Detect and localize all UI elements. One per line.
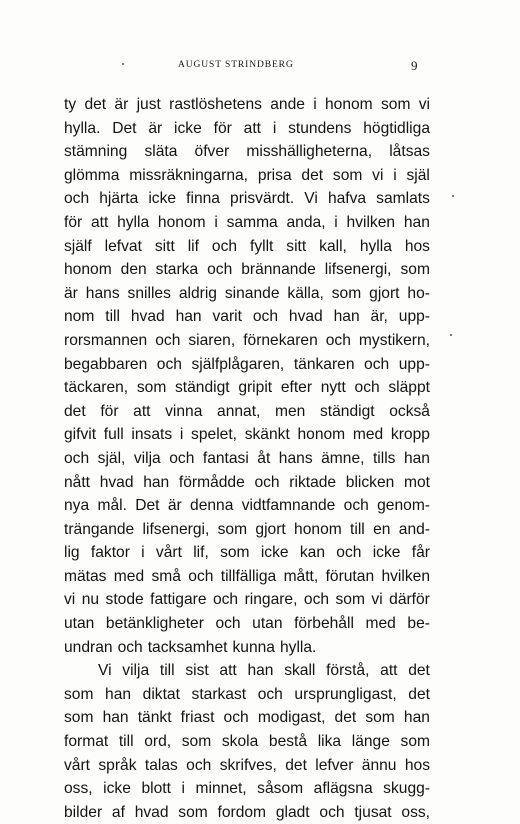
text-line: lig faktor i vårt lif, som icke kan och icke får: [64, 544, 430, 562]
text-line: begabbaren och själfplågaren, tänkaren och upp-: [64, 355, 430, 373]
text-line: nya mål. Det är denna vidtfamnande och genom-: [64, 497, 430, 515]
text-line: bilder af hvad som fordom gladt och tjusat oss,: [64, 803, 430, 821]
text-line: nått hvad han förmådde och riktade blicken mot: [64, 473, 430, 491]
text-line: utan betänkligheter och utan förbehåll med be-: [64, 615, 430, 633]
text-line: och själ, vilja och fantasi åt hans ämne, tills han: [64, 449, 430, 467]
paragraph-start-line: Vi vilja till sist att han skall förstå, att det: [98, 662, 430, 680]
text-line: nom till hvad han varit och hvad han är, upp-: [64, 308, 430, 326]
text-line: rorsmannen och siaren, förnekaren och mystikern,: [64, 331, 430, 349]
text-line: och hjärta icke finna prisvärdt. Vi hafva samlats: [64, 190, 430, 208]
text-line: det för att vinna annat, men ständigt också: [64, 402, 430, 420]
text-line: oss, icke blott i minnet, såsom aflägsna skugg-: [64, 780, 430, 798]
text-line: undran och tacksamhet kunna hylla.: [64, 638, 317, 656]
text-line: honom den starka och brännande lifsenergi, som: [64, 261, 430, 279]
text-line: vårt språk talas och skrifves, det lefver ännu hos: [64, 756, 430, 774]
text-line: glömma missräkningarna, prisa det som vi i själ: [64, 166, 430, 184]
text-line: som han tänkt friast och modigast, det som han: [64, 709, 430, 727]
text-line: är hans snilles aldrig sinande källa, som gjort ho-: [64, 284, 430, 302]
text-line: trängande lifsenergi, som gjort honom till en and-: [64, 520, 430, 538]
text-line: som han diktat starkast och ursprungligast, det: [64, 685, 430, 703]
running-title: AUGUST STRINDBERG: [178, 60, 294, 70]
text-line: hylla. Det är icke för att i stundens högtidliga: [64, 119, 430, 137]
print-speck: [122, 63, 124, 65]
text-line: gifvit full insats i spelet, skänkt honom med kropp: [64, 426, 430, 444]
running-head: [0, 60, 520, 78]
text-line: ty det är just rastlöshetens ande i honom som vi: [64, 96, 430, 113]
text-line: för att hylla honom i samma anda, i hvilken han: [64, 213, 430, 231]
text-line: stämning släta öfver misshälligheterna, låtsas: [64, 143, 430, 161]
body-text: [64, 93, 430, 824]
text-line: format till ord, som skola bestå lika länge som: [64, 733, 430, 751]
text-line: själf lefvat sitt lif och fyllt sitt kall, hylla hos: [64, 237, 430, 255]
text-line: vi nu stode fattigare och ringare, och som vi därför: [64, 591, 430, 609]
print-speck: [450, 334, 452, 336]
print-speck: [452, 195, 454, 197]
text-line: mätas med små och tillfälliga mått, förutan hvilken: [64, 567, 430, 585]
text-line: täckaren, som ständigt gripit efter nytt och släppt: [64, 379, 430, 397]
page-number: 9: [411, 58, 418, 73]
